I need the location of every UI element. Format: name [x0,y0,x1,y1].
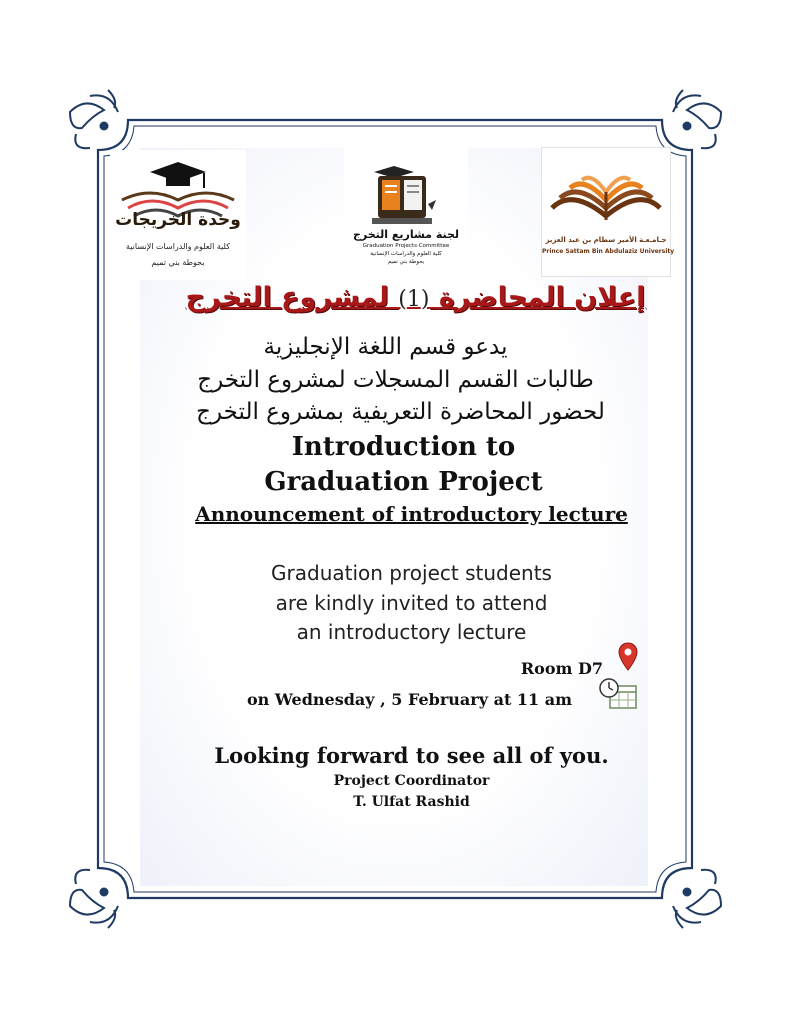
graduates-unit-title: وحدة الخريجات [115,210,241,230]
english-title-line2: Graduation Project [264,467,543,497]
invite-line3: an introductory lecture [296,620,527,644]
graduates-unit-line1: كلية العلوم والدراسات الإنسانية [125,242,231,251]
announcement-subtitle: Announcement of introductory lecture [195,502,628,526]
committee-location: بحوطة بني تميم [387,259,425,265]
corner-ornament-br [673,870,721,928]
arabic-title-suffix: لمشروع التخرج [185,282,389,313]
arabic-announcement-title [20,282,791,313]
clock-calendar-icon [598,676,638,710]
committee-college: كلية العلوم والدراسات الإنسانية [370,251,442,257]
arabic-title-prefix: إعلان المحاضرة [438,282,646,313]
arabic-invitation-line3: لحضور المحاضرة التعريفية بمشروع التخرج [196,399,605,425]
university-english-name: Prince Sattam Bin Abdulaziz University [542,248,675,255]
room-label: Room D7 [520,659,603,678]
signer-name: T. Ulfat Rashid [353,794,470,810]
corner-ornament-tl [70,90,118,148]
invite-line1: Graduation project students [271,561,552,585]
university-logo [541,147,675,277]
arabic-invitation-line1: يدعو قسم اللغة الإنجليزية [263,334,508,360]
arabic-invitation-line2: طالبات القسم المسجلات لمشروع التخرج [197,367,594,393]
map-pin-icon [618,642,638,672]
university-arabic-name: جـامـعـة الأمير سطام بن عبد العزيز [545,236,667,244]
university-emblem-icon [542,168,670,238]
arabic-title-number: (1) [398,287,430,312]
english-title-line1: Introduction to [291,432,516,462]
committee-english-name: Graduation Projects Committee [362,243,450,249]
graduates-unit-logo [110,150,246,280]
invite-line2: are kindly invited to attend [275,591,548,615]
date-time-label: on Wednesday , 5 February at 11 am [247,690,573,709]
corner-ornament-tr [673,90,721,148]
projects-committee-logo [344,148,468,268]
committee-title: لجنة مشاريع التخرج [352,228,460,241]
closing-line: Looking forward to see all of you. [214,743,609,768]
graduates-unit-line2: بحوطة بني تميم [151,258,205,267]
corner-ornament-bl [70,870,118,928]
signer-role: Project Coordinator [333,773,490,789]
